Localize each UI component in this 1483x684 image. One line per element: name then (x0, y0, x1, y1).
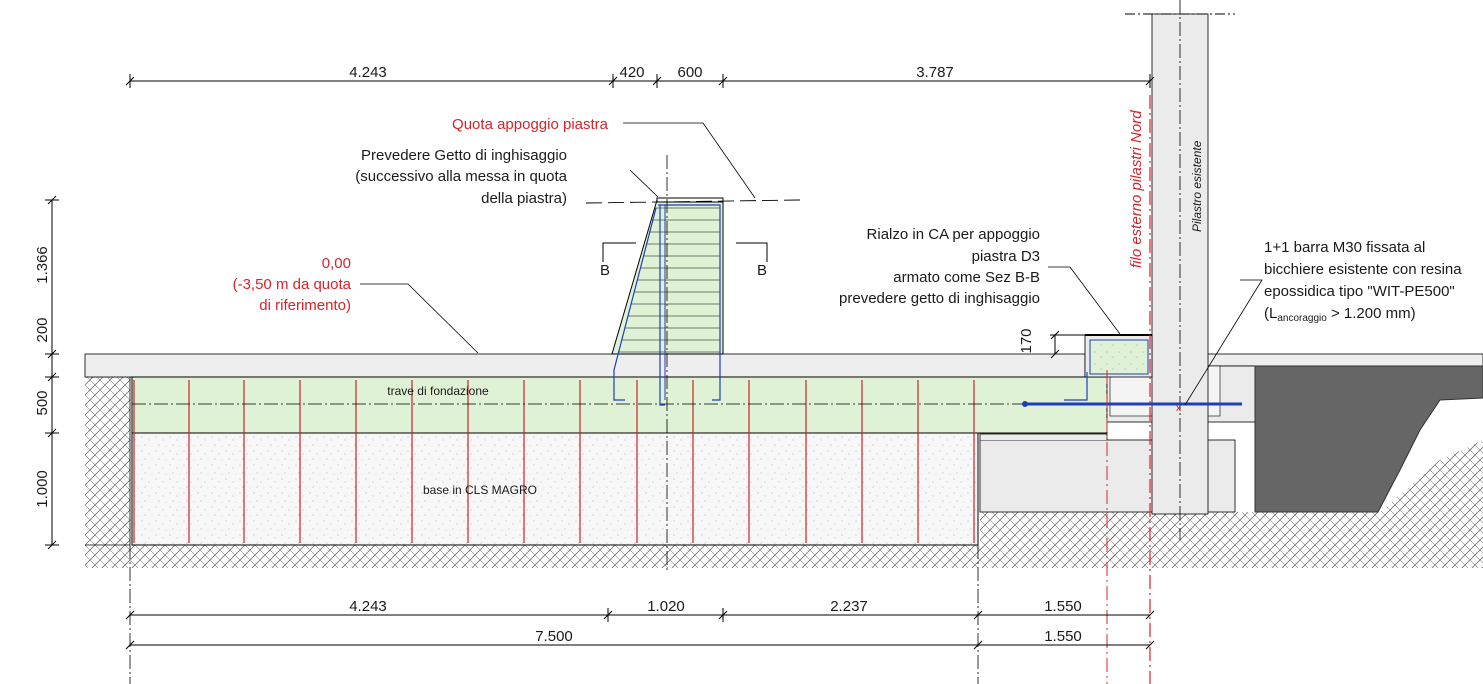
dim-170: 170 (1018, 328, 1035, 354)
dim-bottom-1020: 1.020 (647, 598, 685, 615)
dim-top-3787: 3.787 (916, 64, 954, 81)
note-rialzo-2: piastra D3 (971, 248, 1040, 265)
dim-top-420: 420 (619, 64, 645, 81)
dim-bottom-7500: 7.500 (535, 628, 573, 645)
note-getto-2: (successivo alla messa in quota (355, 168, 567, 185)
dim-top-600: 600 (677, 64, 703, 81)
label-filo-esterno: filo esterno pilastri Nord (1128, 110, 1145, 268)
base-cls-magro (132, 433, 978, 545)
rialzo-ca (1085, 335, 1152, 377)
note-zero-level-2: (-3,50 m da quota (232, 276, 351, 293)
dim-bottom-1550-a: 1.550 (1044, 598, 1082, 615)
note-rialzo-4: prevedere getto di inghisaggio (839, 290, 1040, 307)
dim-left-1000: 1.000 (34, 470, 51, 508)
dim-bottom-1550-b: 1.550 (1044, 628, 1082, 645)
label-base: base in CLS MAGRO (422, 483, 538, 497)
dim-left-1366: 1.366 (34, 246, 51, 284)
bottom-dimension-chain-2 (126, 641, 1154, 649)
note-getto-1: Prevedere Getto di inghisaggio (361, 147, 567, 164)
dim-bottom-2237: 2.237 (830, 598, 868, 615)
bottom-dimension-chain-1 (126, 608, 1154, 622)
note-getto-3: della piastra) (481, 190, 567, 207)
note-zero-level-1: 0,00 (321, 255, 351, 272)
pavement-layer (85, 354, 1085, 377)
label-trave: trave di fondazione (387, 384, 489, 398)
note-quota-appoggio: Quota appoggio piastra (452, 116, 608, 133)
note-barra-3: epossidica tipo "WIT-PE500" (1264, 283, 1455, 300)
note-ancoraggio: ($L_{ancoraggio} > 1.200$ mm) (1264, 305, 1416, 324)
section-label-b-left: B (599, 262, 611, 279)
trave-fondazione (132, 377, 1107, 433)
note-barra-2: bicchiere esistente con resina (1264, 261, 1462, 278)
dim-top-4243: 4.243 (349, 64, 387, 81)
svg-text:x: x (1176, 403, 1181, 414)
label-pilastro: Pilastro esistente (1190, 140, 1204, 232)
note-barra-1: 1+1 barra M30 fissata al (1264, 239, 1426, 256)
section-label-b-right: B (756, 262, 768, 279)
note-zero-level-3: di riferimento) (259, 297, 351, 314)
dim-left-500: 500 (34, 390, 51, 416)
note-rialzo-3: armato come Sez B-B (893, 269, 1040, 286)
dim-bottom-4243: 4.243 (349, 598, 387, 615)
dim-left-200: 200 (34, 317, 51, 343)
note-rialzo-1: Rialzo in CA per appoggio (866, 226, 1040, 243)
